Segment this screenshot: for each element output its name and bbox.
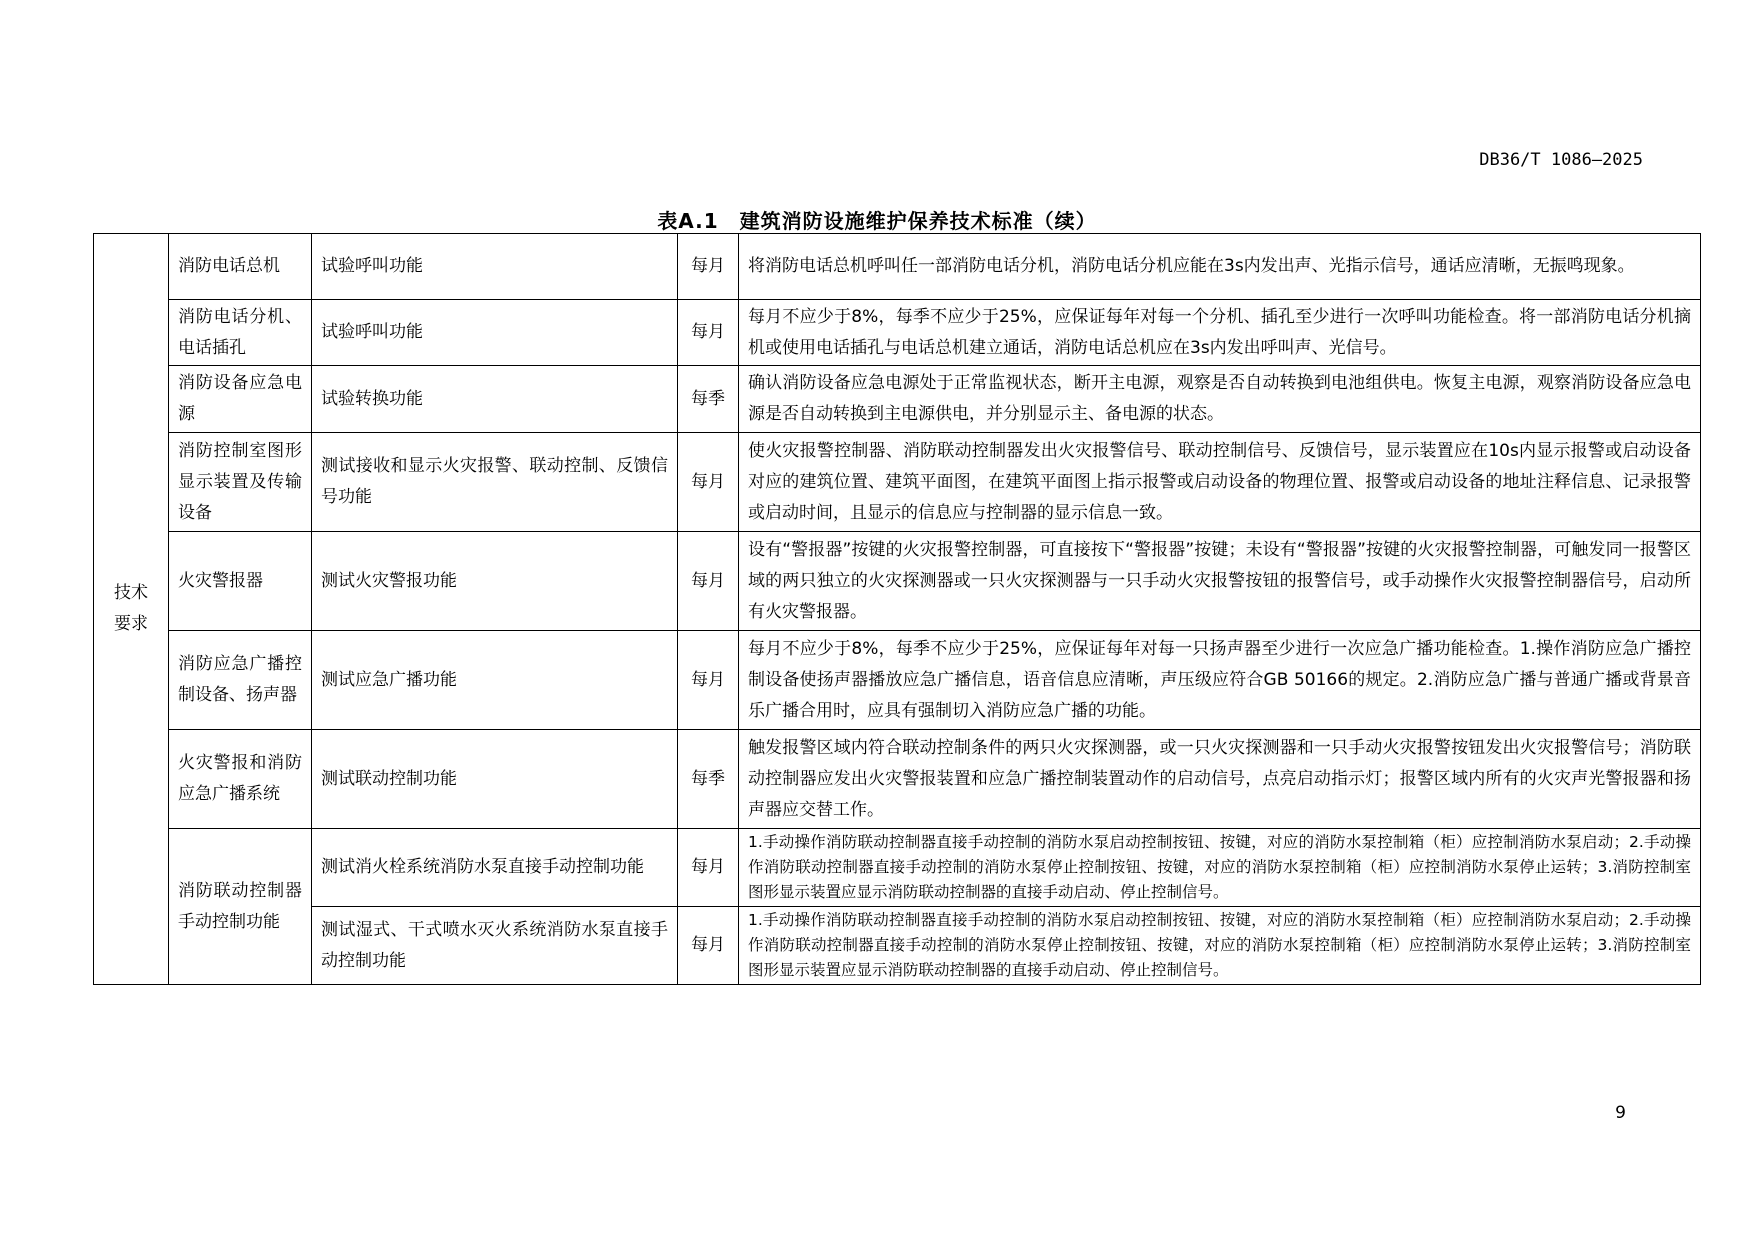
table-row (94, 532, 1701, 631)
table-row (94, 433, 1701, 532)
frequency-cell: 每月 (678, 829, 739, 907)
category-cell: 技术 要求 (94, 234, 169, 985)
item-cell: 测试湿式、干式喷水灭火系统消防水泵直接手动控制功能 (312, 907, 678, 985)
table-row (94, 366, 1701, 433)
facility-cell: 消防电话分机、电话插孔 (169, 300, 312, 366)
table-row (94, 907, 1701, 985)
requirement-cell: 触发报警区域内符合联动控制条件的两只火灾探测器，或一只火灾探测器和一只手动火灾报警按钮发出火灾报警信号；消防联动控制器应发出火灾警报装置和应急广播控制装置动作的启动信号，点亮启动指示灯；报警区域内所有的火灾声光警报器和扬声器应交替工作。 (739, 730, 1701, 829)
facility-cell: 火灾警报器 (169, 532, 312, 631)
item-cell: 试验呼叫功能 (312, 300, 678, 366)
item-cell: 测试应急广播功能 (312, 631, 678, 730)
facility-cell: 消防控制室图形显示装置及传输设备 (169, 433, 312, 532)
requirement-cell: 使火灾报警控制器、消防联动控制器发出火灾报警信号、联动控制信号、反馈信号，显示装置应在10s内显示报警或启动设备对应的建筑位置、建筑平面图，在建筑平面图上指示报警或启动设备的物理位置、报警或启动设备的地址注释信息、记录报警或启动时间，且显示的信息应与控制器的显示信息一致。 (739, 433, 1701, 532)
maintenance-standard-table (93, 233, 1701, 985)
table-title: 表A.1 建筑消防设施维护保养技术标准（续） (657, 209, 1097, 233)
frequency-cell: 每月 (678, 631, 739, 730)
page-number: 9 (1615, 1103, 1626, 1123)
facility-cell: 消防电话总机 (169, 234, 312, 300)
frequency-cell: 每月 (678, 234, 739, 300)
frequency-cell: 每季 (678, 730, 739, 829)
item-cell: 测试火灾警报功能 (312, 532, 678, 631)
requirement-cell: 确认消防设备应急电源处于正常监视状态，断开主电源，观察是否自动转换到电池组供电。恢复主电源，观察消防设备应急电源是否自动转换到主电源供电，并分别显示主、备电源的状态。 (739, 366, 1701, 433)
item-cell: 测试接收和显示火灾报警、联动控制、反馈信号功能 (312, 433, 678, 532)
document-code: DB36/T 1086—2025 (1479, 150, 1643, 170)
item-cell: 测试联动控制功能 (312, 730, 678, 829)
requirement-cell: 1.手动操作消防联动控制器直接手动控制的消防水泵启动控制按钮、按键，对应的消防水泵控制箱（柜）应控制消防水泵启动；2.手动操作消防联动控制器直接手动控制的消防水泵停止控制按钮、按键，对应的消防水泵控制箱（柜）应控制消防水泵停止运转；3.消防控制室图形显示装置应显示消防联动控制器的直接手动启动、停止控制信号。 (739, 829, 1701, 907)
item-cell: 试验呼叫功能 (312, 234, 678, 300)
facility-cell: 火灾警报和消防应急广播系统 (169, 730, 312, 829)
frequency-cell: 每月 (678, 907, 739, 985)
requirement-cell: 1.手动操作消防联动控制器直接手动控制的消防水泵启动控制按钮、按键，对应的消防水泵控制箱（柜）应控制消防水泵启动；2.手动操作消防联动控制器直接手动控制的消防水泵停止控制按钮、按键，对应的消防水泵控制箱（柜）应控制消防水泵停止运转；3.消防控制室图形显示装置应显示消防联动控制器的直接手动启动、停止控制信号。 (739, 907, 1701, 985)
frequency-cell: 每月 (678, 433, 739, 532)
item-cell: 测试消火栓系统消防水泵直接手动控制功能 (312, 829, 678, 907)
table-row (94, 730, 1701, 829)
facility-cell: 消防应急广播控制设备、扬声器 (169, 631, 312, 730)
table-row (94, 234, 1701, 300)
requirement-cell: 每月不应少于8%，每季不应少于25%，应保证每年对每一个分机、插孔至少进行一次呼叫功能检查。将一部消防电话分机摘机或使用电话插孔与电话总机建立通话，消防电话总机应在3s内发出呼叫声、光信号。 (739, 300, 1701, 366)
requirement-cell: 将消防电话总机呼叫任一部消防电话分机，消防电话分机应能在3s内发出声、光指示信号，通话应清晰，无振鸣现象。 (739, 234, 1701, 300)
table-row (94, 631, 1701, 730)
item-cell: 试验转换功能 (312, 366, 678, 433)
frequency-cell: 每月 (678, 532, 739, 631)
facility-cell: 消防设备应急电源 (169, 366, 312, 433)
frequency-cell: 每月 (678, 300, 739, 366)
frequency-cell: 每季 (678, 366, 739, 433)
requirement-cell: 设有“警报器”按键的火灾报警控制器，可直接按下“警报器”按键；未设有“警报器”按键的火灾报警控制器，可触发同一报警区域的两只独立的火灾探测器或一只火灾探测器与一只手动火灾报警按钮的报警信号，或手动操作火灾报警控制器信号，启动所有火灾警报器。 (739, 532, 1701, 631)
table-row (94, 300, 1701, 366)
requirement-cell: 每月不应少于8%，每季不应少于25%，应保证每年对每一只扬声器至少进行一次应急广播功能检查。1.操作消防应急广播控制设备使扬声器播放应急广播信息，语音信息应清晰，声压级应符合GB 50166的规定。2.消防应急广播与普通广播或背景音乐广播合用时，应具有强制切入消防应急广播的功能。 (739, 631, 1701, 730)
table-row (94, 829, 1701, 907)
facility-cell: 消防联动控制器手动控制功能 (169, 829, 312, 985)
